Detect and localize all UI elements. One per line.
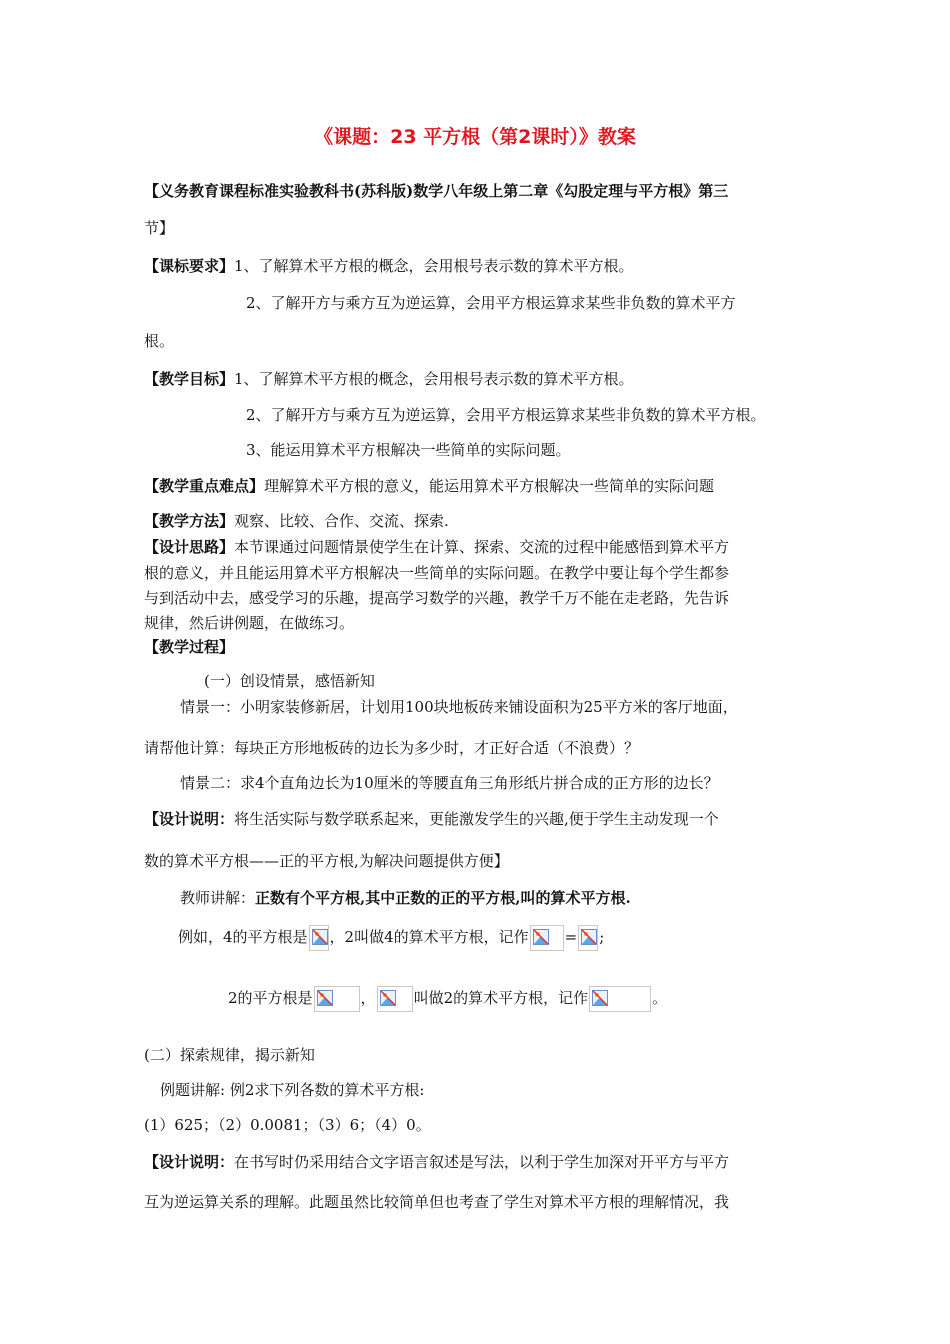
document-title: 《课题：23 平方根（第2课时）》教案 (314, 126, 636, 148)
kebiao-item-1: 1、了解算术平方根的概念，会用根号表示数的算术平方根。 (234, 257, 634, 275)
shuoming-1-row-1 (144, 809, 719, 829)
example-2-part-2: ， (360, 989, 376, 1007)
example-row-1 (178, 924, 604, 951)
kebiao-item-2b: 根。 (144, 332, 175, 350)
silu-line-1: 本节课通过问题情景使学生在计算、探索、交流的过程中能感悟到算术平方 (234, 538, 730, 556)
formula-image-icon (530, 925, 564, 951)
scenario-2: 情景二：求4个直角边长为10厘米的等腰直角三角形纸片拼合成的正方形的边长？ (180, 774, 719, 792)
example-row-2 (228, 985, 667, 1012)
fangfa-row (144, 511, 449, 531)
silu-line-4: 规律，然后讲例题，在做练习。 (144, 614, 355, 632)
fangfa-tag: 【教学方法】 (144, 512, 235, 530)
example-1-part-3: = (564, 928, 578, 946)
teacher-explanation (180, 888, 631, 908)
header-line-1: 【义务教育课程标准实验教科书(苏科版)数学八年级上第二章《勾股定理与平方根》第三 (144, 182, 729, 200)
silu-tag: 【设计思路】 (144, 538, 235, 556)
section-2-title: (二）探索规律，揭示新知 (144, 1046, 315, 1064)
mubiao-item-2: 2、了解开方与乘方互为逆运算，会用平方根运算求某些非负数的算术平方根。 (246, 406, 766, 424)
header-line-2: 节】 (144, 219, 175, 237)
shuoming-1-tag: 【设计说明： (144, 810, 235, 828)
example-2-items: (1）625；（2）0.0081；（3）6；（4）0。 (144, 1116, 431, 1134)
example-2-part-1: 2的平方根是 (228, 989, 313, 1007)
zhongdian-row (144, 476, 714, 496)
scenario-1-line-2: 请帮他计算：每块正方形地板砖的边长为多少时，才正好合适（不浪费）？ (144, 739, 640, 757)
teacher-explanation-lead: 教师讲解： (180, 889, 256, 907)
shuoming-2-line-2: 互为逆运算关系的理解。此题虽然比较简单但也考查了学生对算术平方根的理解情况，我 (144, 1193, 730, 1211)
example-2-part-3: 叫做2的算术平方根，记作 (413, 989, 589, 1007)
zhongdian-text: 理解算术平方根的意义，能运用算术平方根解决一些简单的实际问题 (264, 477, 715, 495)
mubiao-item-1: 1、了解算术平方根的概念，会用根号表示数的算术平方根。 (234, 370, 634, 388)
teacher-explanation-text: 正数有个平方根,其中正数的正的平方根,叫的算术平方根. (255, 889, 631, 907)
silu-row-1 (144, 537, 729, 557)
zhongdian-tag: 【教学重点难点】 (144, 477, 265, 495)
formula-image-icon (578, 925, 598, 951)
silu-line-3: 与到活动中去，感受学习的乐趣，提高学习数学的兴趣，教学千万不能在走老路，先告诉 (144, 589, 730, 607)
shuoming-1-line-2: 数的算术平方根——正的平方根,为解决问题提供方便】 (144, 852, 509, 870)
example-2-part-4: 。 (652, 989, 668, 1007)
formula-image-icon (377, 986, 413, 1012)
mubiao-tag: 【教学目标】 (144, 370, 235, 388)
shuoming-2-tag: 【设计说明： (144, 1153, 235, 1171)
scenario-1-line-1: 情景一：小明家装修新居，计划用100块地板砖来铺设面积为25平方米的客厅地面， (180, 698, 738, 716)
kebiao-tag: 【课标要求】 (144, 257, 235, 275)
fangfa-text: 观察、比较、合作、交流、探索. (234, 512, 449, 530)
kebiao-item-2a: 2、了解开方与乘方互为逆运算，会用平方根运算求某些非负数的算术平方 (246, 294, 736, 312)
formula-image-icon (314, 986, 360, 1012)
shuoming-1-line-1: 将生活实际与数学联系起来，更能激发学生的兴趣,便于学生主动发现一个 (234, 810, 719, 828)
example-1-part-2: ，2叫做4的算术平方根，记作 (329, 928, 529, 946)
formula-image-icon (309, 925, 329, 951)
kebiao-row-1 (144, 256, 634, 276)
mubiao-row-1 (144, 369, 634, 389)
example-2-lead: 例题讲解: 例2求下列各数的算术平方根: (160, 1081, 425, 1099)
formula-image-icon (589, 986, 651, 1012)
example-1-part-4: ; (599, 928, 605, 946)
silu-line-2: 根的意义，并且能运用算术平方根解决一些简单的实际问题。在教学中要让每个学生都参 (144, 564, 730, 582)
mubiao-item-3: 3、能运用算术平方根解决一些简单的实际问题。 (246, 441, 571, 459)
example-1-part-1: 例如，4的平方根是 (178, 928, 308, 946)
shuoming-2-row-1 (144, 1152, 729, 1172)
section-1-title: (一）创设情景，感悟新知 (204, 672, 375, 690)
guocheng-tag: 【教学过程】 (144, 638, 235, 656)
shuoming-2-line-1: 在书写时仍采用结合文字语言叙述是写法，以利于学生加深对开平方与平方 (234, 1153, 730, 1171)
